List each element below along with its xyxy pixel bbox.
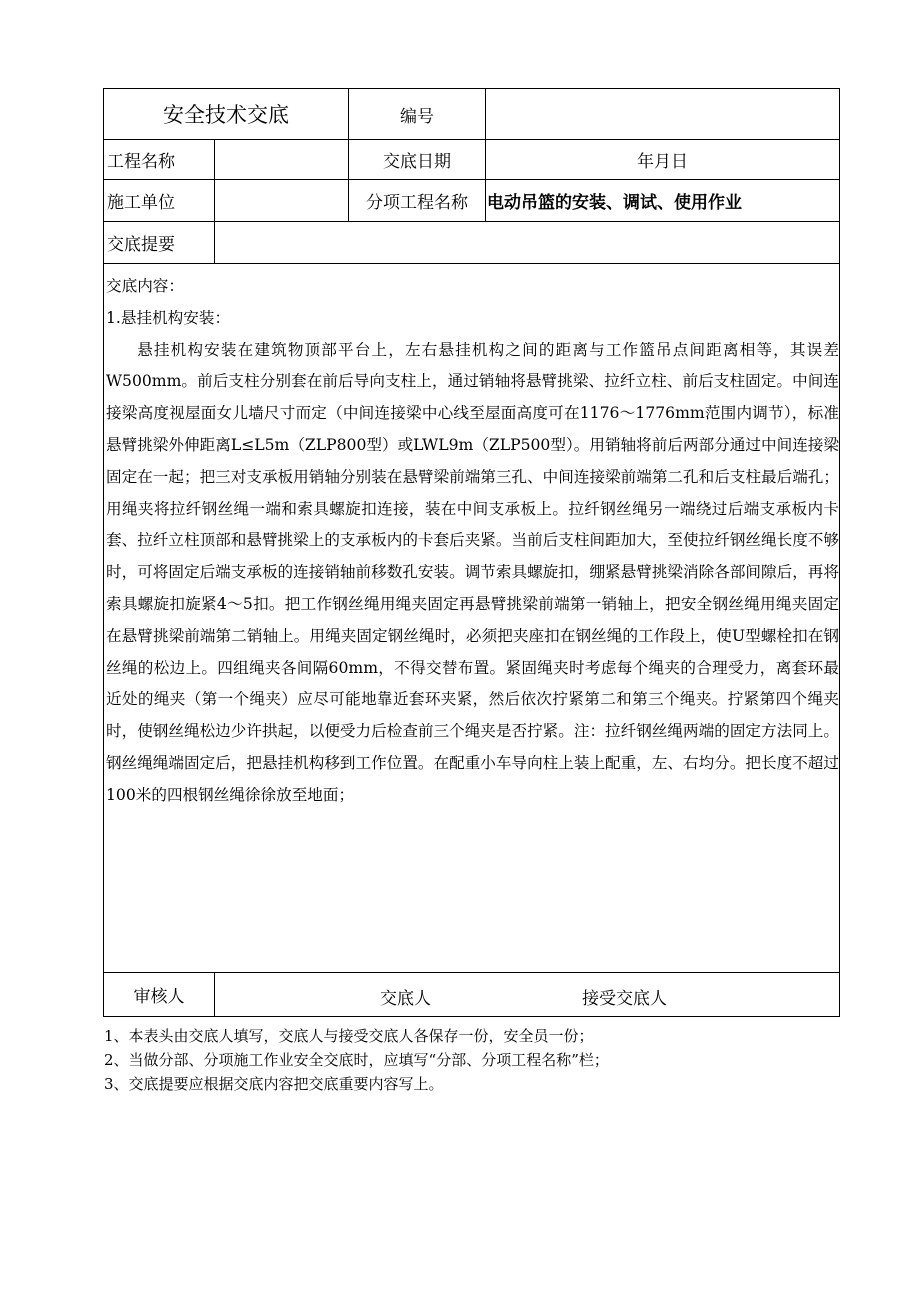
disclosure-form [103, 88, 840, 1017]
code-value[interactable] [486, 89, 840, 140]
date-value[interactable]: 年月日 [486, 140, 840, 180]
section-title: 1.悬挂机构安装： [106, 308, 231, 327]
project-name-label: 工程名称 [104, 140, 215, 180]
project-name-value[interactable] [215, 140, 349, 180]
form-title: 安全技术交底 [163, 103, 289, 127]
content-cell [104, 264, 840, 973]
subproject-value: 电动吊篮的安装、调试、使用作业 [487, 193, 742, 213]
note-item: 2、当做分部、分项施工作业安全交底时，应填写“分部、分项工程名称”栏； [104, 1051, 609, 1069]
unit-label: 施工单位 [104, 180, 215, 222]
note-item: 1、本表头由交底人填写，交底人与接受交底人各保存一份，安全员一份； [104, 1027, 594, 1045]
unit-value[interactable] [215, 180, 349, 222]
form-title-cell [104, 89, 349, 140]
summary-label: 交底提要 [104, 222, 215, 264]
summary-value[interactable] [215, 222, 840, 264]
reviewer-label: 审核人 [104, 973, 215, 1017]
notes [104, 1024, 864, 1096]
content-body: 悬挂机构安装在建筑物顶部平台上，左右悬挂机构之间的距离与工作篮吊点间距离相等，其误差W500mm。前后支柱分别套在前后导向支柱上，通过销轴将悬臂挑梁、拉纤立柱、前后支柱固定。中间连接梁高度视屋面女儿墙尺寸而定（中间连接梁中心线至屋面高度可在1176～1776mm范围内调节），标准悬臂挑梁外伸距离L≤L5m（ZLP800型）或LWL9m（ZLP500型）。用销轴将前后两部分通过中间连接梁固定在一起；把三对支承板用销轴分别装在悬臂梁前端第三孔、中间连接梁前端第二孔和后支柱最后端孔；用绳夹将拉纤钢丝绳一端和索具螺旋扣连接，装在中间支承板上。拉纤钢丝绳另一端绕过后端支承板内卡套、拉纤立柱顶部和悬臂挑梁上的支承板内的卡套后夹紧。当前后支柱间距加大，至使拉纤钢丝绳长度不够时，可将固定后端支承板的连接销轴前移数孔安装。调节索具螺旋扣，绷紧悬臂挑梁消除各部间隙后，再将索具螺旋扣旋紧4～5扣。把工作钢丝绳用绳夹固定再悬臂挑梁前端第一销轴上，把安全钢丝绳用绳夹固定在悬臂挑梁前端第二销轴上。用绳夹固定钢丝绳时，必须把夹座扣在钢丝绳的工作段上，使U型螺栓扣在钢丝绳的松边上。四组绳夹各间隔60mm，不得交替布置。紧固绳夹时考虑每个绳夹的合理受力，离套环最近处的绳夹（第一个绳夹）应尽可能地靠近套环夹紧，然后依次拧紧第二和第三个绳夹。拧紧第四个绳夹时，使钢丝绳松边少许拱起，以便受力后检查前三个绳夹是否拧紧。注：拉纤钢丝绳两端的固定方法同上。钢丝绳绳端固定后，把悬挂机构移到工作位置。在配重小车导向柱上装上配重，左、右均分。把长度不超过100米的四根钢丝绳徐徐放至地面； [106, 340, 839, 804]
subproject-label: 分项工程名称 [349, 180, 486, 222]
note-item: 3、交底提要应根据交底内容把交底重要内容写上。 [104, 1075, 444, 1093]
date-label: 交底日期 [349, 140, 486, 180]
content-label: 交底内容： [106, 277, 184, 295]
receiver-label: 接受交底人 [582, 989, 667, 1009]
discloser-label: 交底人 [380, 989, 431, 1009]
code-label: 编号 [349, 89, 486, 140]
signature-cell [215, 973, 840, 1017]
